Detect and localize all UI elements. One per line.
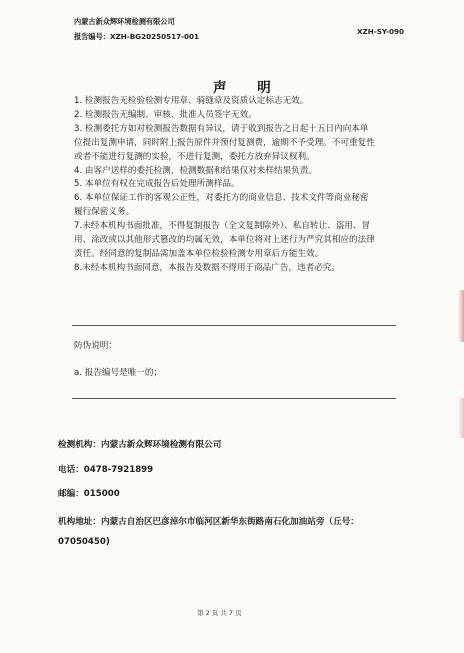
declaration-line: 8.未经本机构书面同意，本报告及数据不得用于商品广告，违者必究。 — [74, 262, 341, 273]
declaration-list — [74, 95, 375, 276]
postcode-label: 邮编： — [58, 489, 84, 499]
declaration-line: 5. 本单位有权在完成报告后处理所测样品。 — [74, 179, 240, 190]
address-line — [58, 515, 359, 527]
company-name-header: 内蒙古新众辉环境检测有限公司 — [74, 17, 175, 26]
org-line — [58, 438, 221, 450]
declaration-line: 用、涂改或以其他形式篡改的均属无效，本单位将对上述行为严究其相应的法律 — [74, 235, 375, 246]
org-name: 内蒙古新众辉环境检测有限公司 — [100, 440, 222, 450]
divider-bottom — [72, 398, 396, 399]
declaration-line: 4. 由客户送样的委托检测，检测数据和结果仅对来样结果负责。 — [74, 165, 317, 176]
phone-line — [58, 463, 153, 475]
seal-edge-mark — [458, 290, 464, 342]
declaration-line: 2. 检测报告无编制、审核、批准人员签字无效。 — [74, 109, 257, 120]
form-code: XZH-SY-090 — [357, 27, 405, 36]
anti-fake-item: a. 报告编号是唯一的； — [74, 368, 163, 378]
address-line-2: 07050450) — [58, 537, 110, 547]
report-number: 报告编号：XZH-BG20250517-001 — [74, 32, 200, 41]
declaration-line: 6. 本单位保证工作的客观公正性，对委托方的商业信息、技术文件等商业秘密 — [74, 193, 369, 204]
declaration-line: 履行保密义务。 — [74, 207, 135, 218]
org-label: 检测机构： — [58, 440, 101, 450]
postcode-value: 015000 — [83, 489, 120, 499]
postcode-line — [58, 487, 120, 499]
declaration-line: 7.未经本机构书面批准，不得复制报告（全文复制除外）、私自转让、盗用、冒 — [74, 221, 371, 232]
page-number: 第 2 页 共 7 页 — [197, 609, 242, 617]
anti-fake-label: 防伪说明： — [74, 341, 117, 351]
phone-value: 0478-7921899 — [83, 465, 154, 475]
declaration-line: 位提出复测申请，同时附上报告原件并预付复测费，逾期不予受理。不可重复性 — [74, 137, 375, 148]
declaration-line: 责任。经同意的复制品需加盖本单位检验检测专用章后方能生效。 — [74, 248, 324, 259]
address-value: 内蒙古自治区巴彦淖尔市临河区新华东街路南石化加油站旁（丘号： — [100, 517, 359, 527]
phone-label: 电话： — [58, 465, 84, 475]
declaration-line: 3. 检测委托方如对检测报告数据有异议，请于收到报告之日起十五日内向本单 — [74, 123, 369, 134]
divider-top — [72, 325, 396, 326]
seal-edge-mark-2 — [458, 398, 464, 438]
page-title: 声 明 — [213, 80, 284, 96]
address-label: 机构地址： — [58, 517, 101, 527]
declaration-line: 或者不能进行复测的实验，不进行复测，委托方放弃异议权利。 — [74, 151, 315, 162]
declaration-line: 1. 检测报告无检验检测专用章、骑缝章及资质认定标志无效。 — [74, 96, 309, 106]
